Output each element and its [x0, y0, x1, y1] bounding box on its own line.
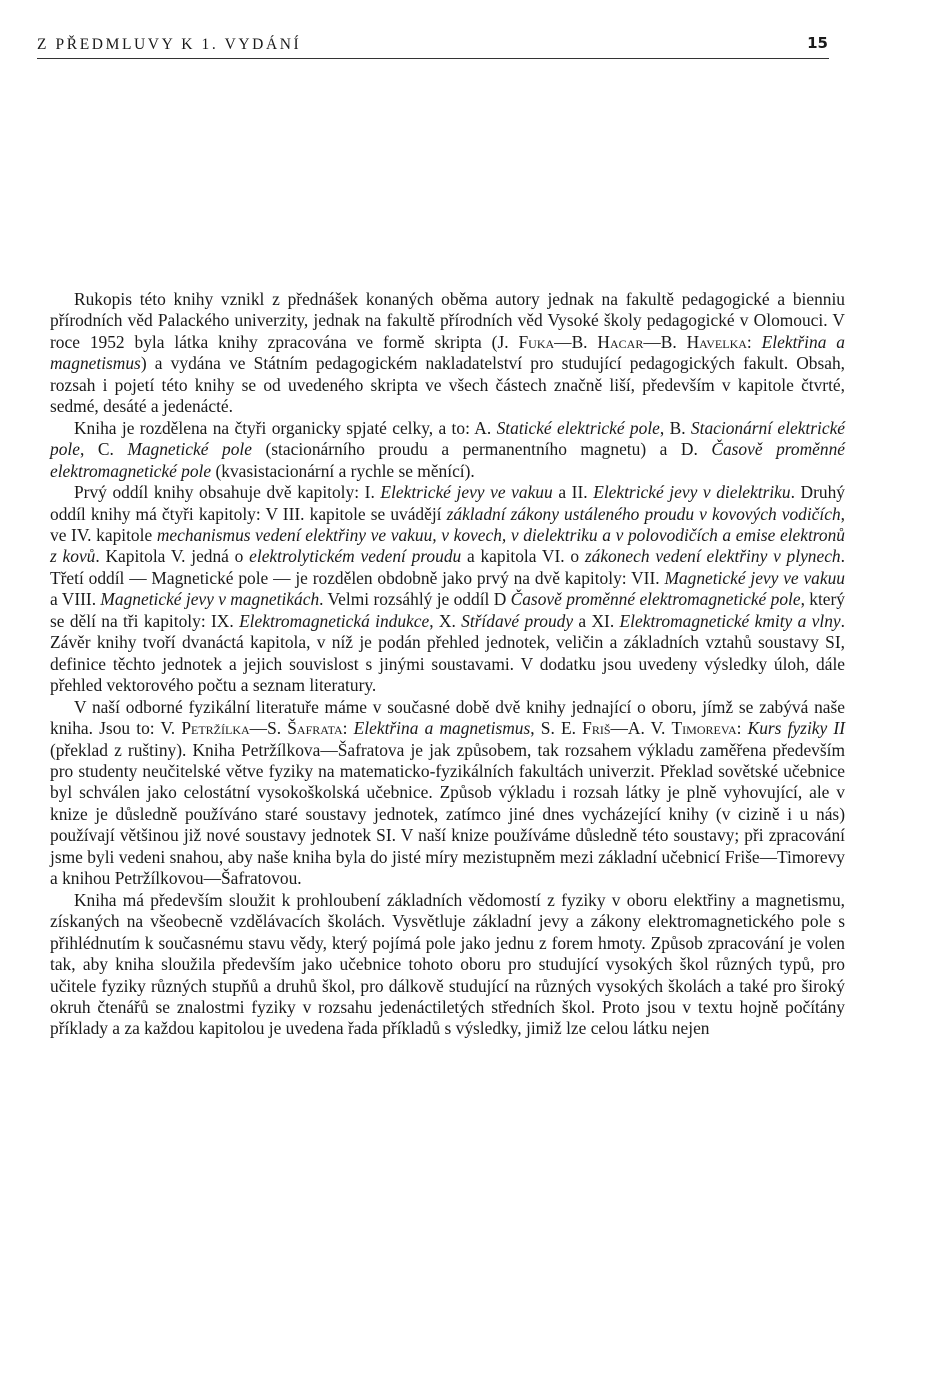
author-name: Petržílka: [181, 718, 250, 739]
italic-term: Magnetické jevy ve vakuu: [664, 567, 845, 588]
text-run: . Velmi rozsáhlý je oddíl D: [319, 589, 511, 610]
text-run: Kniha má především sloužit k prohloubení základních vědomostí z fyziky v oboru elektřiny a magnetismu, získaných na všeobecně vzdělávacích školách. Vysvětluje základní jevy a zákony elektromagnetického pole s přihlédnutím k současnému stavu vědy, který pojímá pole jako jednu z forem hmoty. Způsob zpracování je volen tak, aby kniha sloužila především jako učebnice tohoto oboru pro studující vysokých škol různých typů, pro učitele fyziky různých stupňů a druhů škol, pro dálkově studující na různých vysokých školách a také pro široký okruh čtenářů se znalostmi fyziky v rozsahu jedenáctiletých středních škol. Proto jsou v textu hojně počítány příklady a za každou kapitolou je uvedena řada příkladů s výsledky, jimiž lze celou látku nejen: [50, 889, 845, 1039]
text-run: Rukopis této knihy vznikl z přednášek konaných oběma autory jednak na fakultě pedagogické a bienniu přírodních věd Palackého univerzity, jednak na fakultě přírodních věd Vysoké školy pedagogické v Olomouci. V roce 1952 byla látka knihy zpracována ve formě skripta (J.: [50, 289, 845, 352]
italic-term: Stacionární elektrické pole: [50, 417, 846, 460]
text-run: —B.: [554, 331, 598, 352]
text-run: . Kapitola V. jedná o: [95, 546, 250, 567]
italic-term: Časově proměnné elektromagnetické pole: [510, 589, 801, 610]
paragraph-purpose: [50, 890, 845, 1040]
text-run: Kniha je rozdělena na čtyři organicky spjaté celky, a to: A.: [74, 417, 497, 438]
italic-term: Magnetické pole: [127, 439, 252, 460]
italic-term: Magnetické jevy v magnetikách: [100, 589, 320, 610]
author-name: Šafrata: [287, 718, 343, 739]
author-name: Friš: [582, 718, 611, 739]
paragraph-literature: [50, 697, 845, 890]
italic-term: Elektromagnetické kmity a vlny: [619, 610, 841, 631]
text-run: , C.: [79, 439, 128, 460]
text-run: —B.: [643, 331, 687, 352]
text-run: a kapitola VI. o: [461, 546, 585, 567]
text-run: (stacionárního proudu a permanentního magnetu) a D.: [251, 439, 712, 460]
italic-term: mechanismus vedení elektřiny ve vakuu, v kovech, v dielektriku a v polovodičích a emise elektronů z kovů: [50, 524, 846, 567]
author-name: Fuka: [518, 331, 555, 352]
text-run: , X.: [429, 610, 462, 631]
text-run: . Třetí oddíl — Magnetické pole — je rozdělen obdobně jako prvý na dvě kapitoly: VII.: [50, 546, 845, 588]
page-number: 15: [807, 34, 828, 52]
text-run: , S. E.: [530, 718, 583, 739]
italic-term: Kurs fyziky II: [747, 718, 845, 739]
running-title: Z PŘEDMLUVY K 1. VYDÁNÍ: [37, 36, 302, 53]
italic-term: Střídavé proudy: [461, 610, 574, 631]
text-run: —S.: [249, 718, 288, 739]
author-name: Timoreva: [671, 718, 737, 739]
italic-term: Časově proměnné elektromagnetické pole: [50, 439, 846, 481]
italic-term: základní zákony ustáleného proudu v kovových vodičích: [446, 503, 841, 524]
italic-term: Elektrické jevy v dielektriku: [593, 482, 791, 503]
paragraph-chapters: [50, 482, 845, 697]
text-run: (překlad z ruštiny). Kniha Petržílkova—Šafratova je jak způsobem, tak rozsahem výkladu zaměřena především pro studenty neučitelské větve fyziky na matematicko-fyzikálních fakultách univerzit. Překlad sovětské učebnice byl schválen jako celostátní vysokoškolská učebnice. Způsob výkladu i rozsah látky je plně vyhovující, ale v knize je důsledně používáno staré soustavy jednotek, zatímco jiné dnes vycházející knihy (v cizině i u nás) používají většinou již nové soustavy jednotek SI. V naší knize používáme důsledně této soustavy; při zpracování jsme byli vedeni snahou, aby naše kniha byla do jisté míry mezistupněm mezi základní učebnicí Friše—Timorevy a knihou Petržílkovou—Šafratovou.: [50, 739, 845, 889]
author-name: Hacar: [597, 331, 644, 352]
text-run: ) a vydána ve Státním pedagogickém nakladatelství pro studující pedagogických fakult. Obsah, rozsah i pojetí této knihy se od uvedeného skripta ve všech částech značně liší, především v kapitole čtvrté, sedmé, desáté a jedenácté.: [50, 353, 845, 417]
author-name: Havelka: [686, 331, 747, 352]
text-run: a XI.: [573, 610, 620, 631]
text-run: :: [736, 718, 748, 739]
text-run: Prvý oddíl knihy obsahuje dvě kapitoly: I.: [74, 482, 381, 503]
italic-term: Statické elektrické pole: [496, 417, 660, 438]
text-run: (kvasistacionární a rychle se měnící).: [211, 460, 475, 481]
running-head: [37, 34, 828, 56]
paragraph-origin: [50, 289, 845, 418]
text-run: a II.: [552, 482, 594, 503]
italic-term: Elektrické jevy ve vakuu: [380, 482, 553, 503]
italic-term: Elektřina a magnetismus: [50, 331, 845, 374]
italic-term: Elektromagnetická indukce: [239, 610, 430, 631]
text-run: . Druhý oddíl knihy má čtyři kapitoly: V III. kapitole se uvádějí: [50, 482, 845, 524]
text-run: , ve IV. kapitole: [50, 503, 846, 545]
text-run: :: [342, 718, 354, 739]
text-run: :: [746, 331, 762, 352]
text-run: a VIII.: [50, 589, 101, 610]
text-run: , B.: [659, 417, 691, 438]
body-text: [50, 289, 845, 1040]
italic-term: zákonech vedení elektřiny v plynech: [584, 546, 841, 567]
italic-term: elektrolytickém vedení proudu: [249, 546, 462, 567]
header-rule: [37, 58, 829, 59]
text-run: V naší odborné fyzikální literatuře máme v současné době dvě knihy jednající o oboru, jímž se zabývá naše kniha. Jsou to: V.: [50, 696, 845, 739]
text-run: . Závěr knihy tvoří dvanáctá kapitola, v níž je podán přehled jednotek, veličin a základních vztahů soustavy SI, definice těchto jednotek a jejich souvislost s jinými soustavami. V dodatku jsou uvedeny výsledky úloh, dále přehled vektorového počtu a seznam literatury.: [50, 610, 845, 696]
text-run: —A. V.: [610, 718, 672, 739]
italic-term: Elektřina a magnetismus: [353, 718, 531, 739]
paragraph-structure: [50, 418, 845, 482]
text-run: , který se dělí na tři kapitoly: IX.: [50, 589, 845, 631]
